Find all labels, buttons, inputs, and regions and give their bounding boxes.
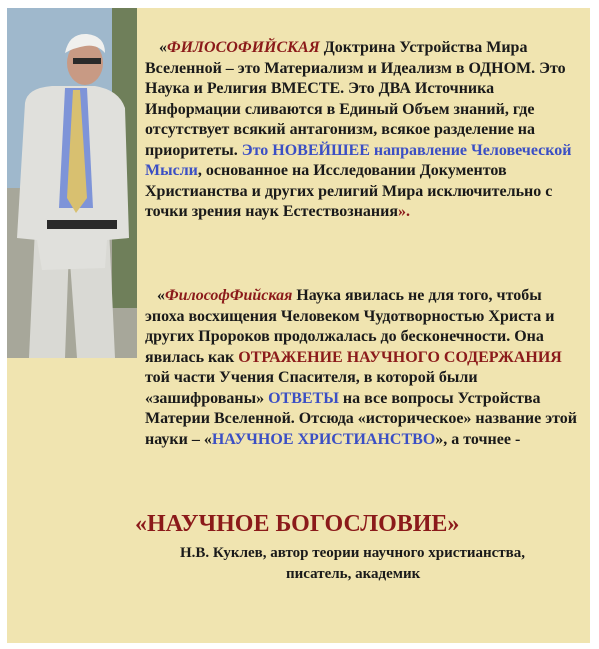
open-quote: « <box>159 39 167 56</box>
author-signature <box>180 543 599 585</box>
author-line-1: Н.В. Куклев, автор теории научного христианства, <box>180 545 525 561</box>
close-quote: ». <box>398 203 411 220</box>
author-photo <box>7 8 137 358</box>
doctrine-paragraph <box>145 38 585 223</box>
science-paragraph <box>145 286 585 450</box>
term-philosophical: ФИЛОСОФИЙСКАЯ <box>167 39 320 56</box>
open-quote: « <box>157 287 165 304</box>
science-text-d: », а точнее - <box>435 430 521 448</box>
scientific-christianity-highlight: НАУЧНОЕ ХРИСТИАНСТВО <box>211 430 436 448</box>
newest-direction-highlight: Это НОВЕЙШЕЕ направление Человеческой Мысли <box>145 141 572 179</box>
science-text-a: Наука явилась не для того, чтобы эпоха восхищения Человеком Чудотворностью Христа и других Пророков продолжалась до бесконечности. Она явилась как <box>145 287 555 366</box>
term-philosophical-science: ФилософФийская <box>165 287 293 304</box>
doctrine-text-b: , основанное на Исследовании Документов Христианства и других религий Мира исключительно с точки зрения наук Естествознания <box>145 162 553 220</box>
doctrine-text-a: Доктрина Устройства Мира Вселенной – это Материализм и Идеализм в ОДНОМ. Это Наука и Религия ВМЕСТЕ. Это ДВА Источника Информации сливаются в Единый Объем знаний, где отсутствует всякий антагонизм, всякое разделение на приоритеты. <box>145 39 566 159</box>
scientific-theology-headline: «НАУЧНОЕ БОГОСЛОВИЕ» <box>135 511 460 537</box>
answers-highlight: ОТВЕТЫ <box>268 389 339 407</box>
science-text-c: на все вопросы Устройства Материи Вселенной. Отсюда «историческое» название этой науки – « <box>145 389 578 448</box>
science-text-b: той части Учения Спасителя, в которой были «зашифрованы» <box>145 369 478 407</box>
reflection-highlight: ОТРАЖЕНИЕ НАУЧНОГО СОДЕРЖАНИЯ <box>238 348 562 366</box>
author-line-2: писатель, академик <box>286 566 421 582</box>
